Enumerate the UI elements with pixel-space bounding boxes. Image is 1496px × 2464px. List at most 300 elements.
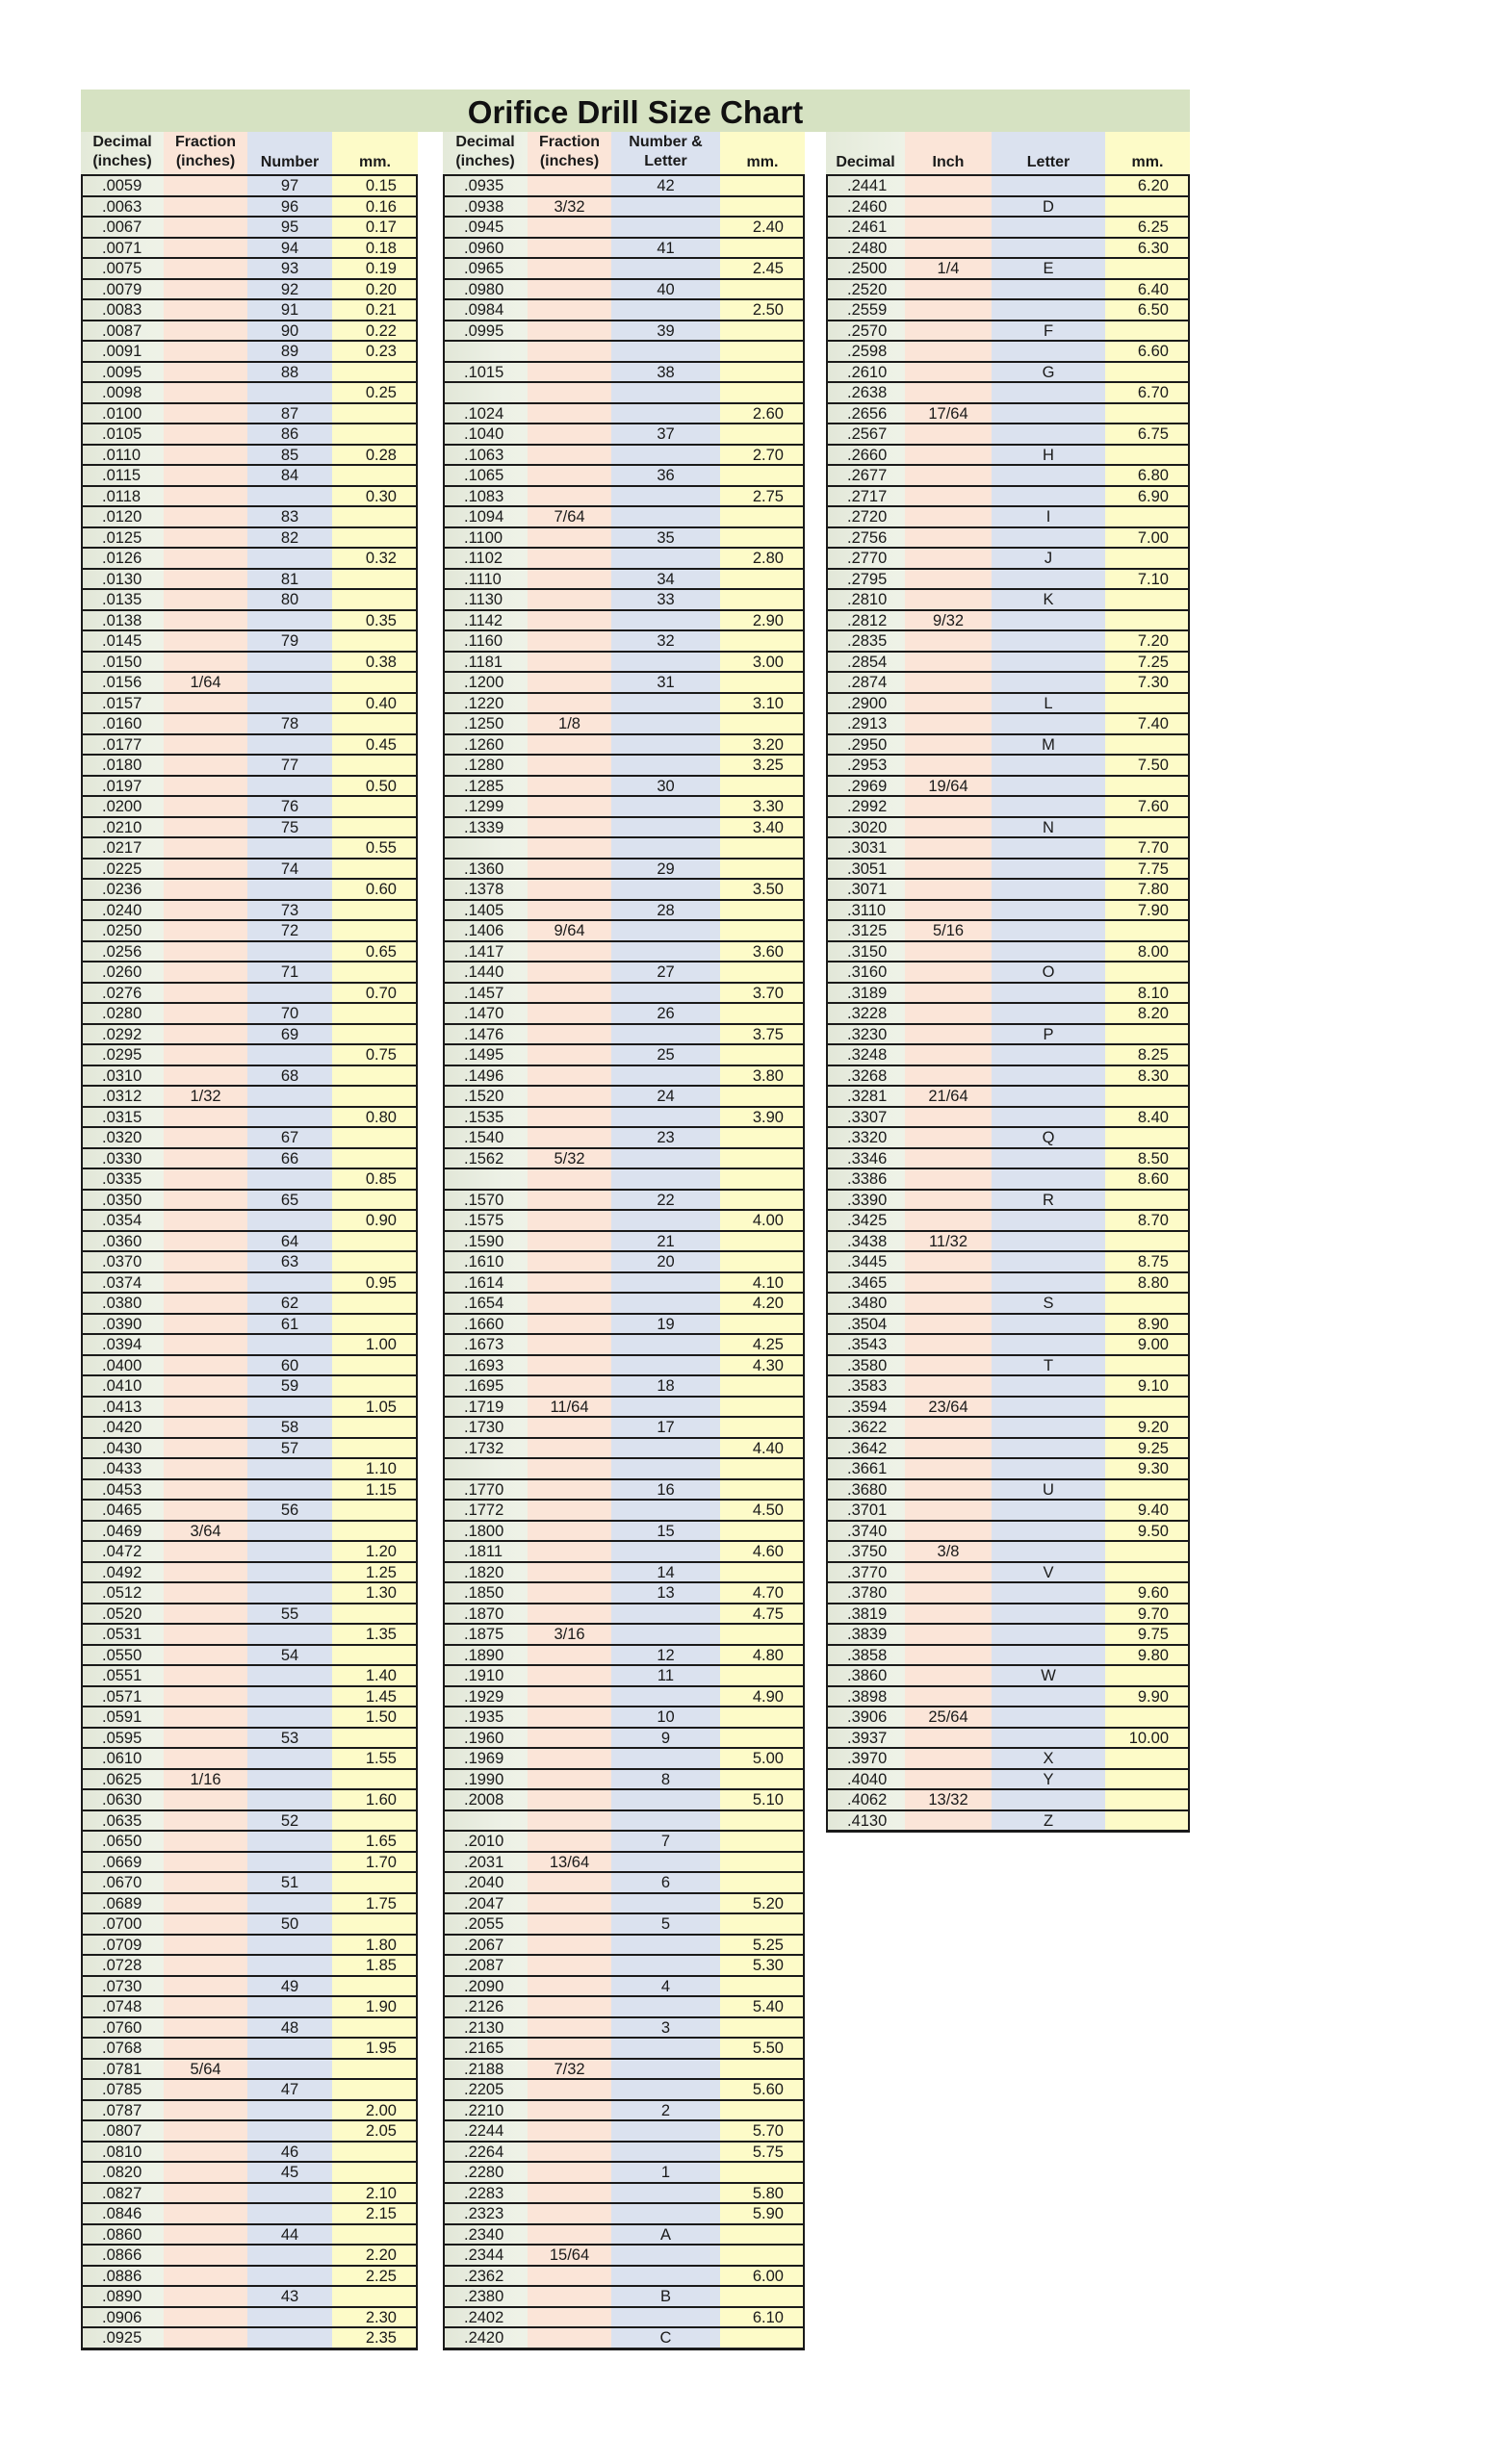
cell-number <box>611 2204 720 2223</box>
table-row <box>828 363 1188 384</box>
cell-fraction <box>164 404 247 424</box>
table-row <box>83 590 416 611</box>
cell-fraction <box>905 528 992 548</box>
table-row <box>828 383 1188 404</box>
table-row <box>83 1749 416 1770</box>
table-row <box>445 1563 803 1584</box>
cell-mm: 4.00 <box>720 1211 803 1230</box>
cell-fraction <box>164 1853 247 1872</box>
cell-number: 63 <box>247 1252 332 1271</box>
cell-decimal: .0520 <box>83 1604 164 1624</box>
cell-mm: 1.75 <box>332 1894 416 1913</box>
cell-fraction: 3/8 <box>905 1542 992 1561</box>
cell-fraction <box>905 1439 992 1458</box>
table-row <box>83 1977 416 1998</box>
table-row <box>83 2328 416 2349</box>
cell-fraction: 1/32 <box>164 1087 247 1106</box>
cell-decimal: .0145 <box>83 631 164 651</box>
cell-number <box>611 756 720 775</box>
table-row <box>83 1501 416 1522</box>
cell-fraction <box>905 446 992 465</box>
cell-mm: 8.80 <box>1105 1273 1188 1293</box>
table-row <box>828 1729 1188 1750</box>
cell-decimal: .1102 <box>445 549 528 568</box>
cell-number <box>992 797 1105 816</box>
cell-fraction <box>164 176 247 195</box>
cell-fraction <box>164 1252 247 1271</box>
cell-decimal: .2126 <box>445 1997 528 2016</box>
cell-mm <box>720 921 803 940</box>
cell-mm <box>720 1977 803 1996</box>
cell-mm <box>332 1025 416 1044</box>
cell-fraction <box>528 487 611 506</box>
cell-fraction <box>164 1997 247 2016</box>
table-row <box>445 446 803 467</box>
table-row <box>445 1729 803 1750</box>
cell-fraction <box>905 1687 992 1707</box>
cell-decimal: .0890 <box>83 2287 164 2306</box>
cell-decimal: .0160 <box>83 714 164 733</box>
cell-fraction <box>528 1542 611 1561</box>
cell-number <box>611 1459 720 1478</box>
cell-mm: 9.25 <box>1105 1439 1188 1458</box>
cell-fraction <box>528 1211 611 1230</box>
cell-fraction <box>164 921 247 940</box>
cell-fraction <box>528 1087 611 1106</box>
table-row <box>828 280 1188 301</box>
cell-decimal: .0591 <box>83 1707 164 1727</box>
table-row <box>828 1707 1188 1729</box>
cell-fraction <box>528 1873 611 1892</box>
cell-number: 12 <box>611 1646 720 1665</box>
cell-fraction <box>164 1315 247 1334</box>
table-letters <box>826 132 1190 1833</box>
cell-fraction <box>905 1273 992 1293</box>
cell-number <box>611 942 720 962</box>
cell-decimal: .0925 <box>83 2328 164 2348</box>
cell-decimal: .2130 <box>445 2018 528 2038</box>
cell-decimal: .0995 <box>445 321 528 341</box>
cell-fraction: 7/32 <box>528 2060 611 2079</box>
cell-number: 8 <box>611 1770 720 1789</box>
table-row <box>445 218 803 239</box>
cell-number: 84 <box>247 466 332 485</box>
table-row <box>445 714 803 735</box>
cell-decimal: .3937 <box>828 1729 905 1748</box>
cell-decimal: .0079 <box>83 280 164 299</box>
cell-mm: 0.50 <box>332 777 416 796</box>
cell-number: 17 <box>611 1418 720 1437</box>
table-row <box>83 259 416 280</box>
table-row <box>83 1459 416 1480</box>
table-row <box>445 487 803 508</box>
cell-mm <box>720 962 803 982</box>
cell-fraction <box>905 1625 992 1644</box>
cell-fraction <box>528 590 611 609</box>
cell-fraction <box>164 1232 247 1251</box>
cell-decimal: .0630 <box>83 1790 164 1810</box>
cell-number: 79 <box>247 631 332 651</box>
cell-mm: 7.00 <box>1105 528 1188 548</box>
cell-number: K <box>992 590 1105 609</box>
cell-number: 33 <box>611 590 720 609</box>
cell-number: 31 <box>611 673 720 692</box>
cell-fraction <box>164 1687 247 1707</box>
table-row <box>828 239 1188 260</box>
cell-number <box>247 1108 332 1127</box>
cell-number: 77 <box>247 756 332 775</box>
cell-mm <box>332 1004 416 1023</box>
table-row <box>445 1832 803 1853</box>
cell-number: 22 <box>611 1191 720 1210</box>
cell-number <box>247 1211 332 1230</box>
cell-mm <box>332 2163 416 2182</box>
cell-number <box>992 756 1105 775</box>
table-row <box>828 1066 1188 1088</box>
cell-number <box>992 1604 1105 1624</box>
cell-decimal: .2067 <box>445 1936 528 1955</box>
cell-mm: 7.70 <box>1105 838 1188 858</box>
cell-fraction <box>528 528 611 548</box>
cell-decimal: .1476 <box>445 1025 528 1044</box>
table-row <box>828 197 1188 218</box>
cell-mm: 6.10 <box>720 2308 803 2327</box>
cell-number <box>247 1894 332 1913</box>
cell-decimal: .1015 <box>445 363 528 382</box>
cell-mm <box>332 631 416 651</box>
cell-mm: 2.50 <box>720 300 803 320</box>
cell-fraction <box>164 1025 247 1044</box>
table-row <box>83 404 416 425</box>
cell-mm: 8.90 <box>1105 1315 1188 1334</box>
cell-number <box>611 1894 720 1913</box>
header-number: Number <box>247 132 332 174</box>
cell-decimal <box>445 1169 528 1189</box>
table-row <box>445 1956 803 1977</box>
table-row <box>445 1936 803 1957</box>
cell-mm: 4.10 <box>720 1273 803 1293</box>
table-row <box>828 1232 1188 1253</box>
table-row <box>445 1025 803 1046</box>
table-row <box>828 570 1188 591</box>
cell-number <box>247 1459 332 1478</box>
cell-number <box>992 1108 1105 1127</box>
cell-fraction <box>528 611 611 630</box>
table-row <box>83 2225 416 2246</box>
cell-number: 9 <box>611 1729 720 1748</box>
cell-fraction: 3/32 <box>528 197 611 217</box>
cell-number <box>611 2121 720 2141</box>
cell-fraction: 7/64 <box>528 507 611 526</box>
table-row <box>83 797 416 818</box>
table-row <box>445 694 803 715</box>
table-row <box>828 1439 1188 1460</box>
cell-number: 19 <box>611 1315 720 1334</box>
cell-decimal: .3819 <box>828 1604 905 1624</box>
cell-number <box>611 1749 720 1768</box>
cell-fraction <box>905 1646 992 1665</box>
cell-number: 35 <box>611 528 720 548</box>
cell-decimal: .0374 <box>83 1273 164 1293</box>
cell-decimal: .0236 <box>83 880 164 899</box>
cell-mm <box>720 1398 803 1417</box>
table-row <box>445 1853 803 1874</box>
cell-number: N <box>992 818 1105 837</box>
cell-mm <box>1105 1707 1188 1727</box>
cell-number: 25 <box>611 1045 720 1065</box>
cell-number: 68 <box>247 1066 332 1086</box>
cell-decimal: .1470 <box>445 1004 528 1023</box>
cell-mm <box>1105 1128 1188 1147</box>
cell-mm <box>720 631 803 651</box>
cell-decimal: .3701 <box>828 1501 905 1520</box>
table-row <box>83 218 416 239</box>
table-row <box>83 1480 416 1502</box>
cell-fraction <box>528 1045 611 1065</box>
cell-decimal: .3228 <box>828 1004 905 1023</box>
cell-mm <box>332 404 416 424</box>
table-row <box>445 1977 803 1998</box>
cell-mm: 0.55 <box>332 838 416 858</box>
cell-number <box>247 1687 332 1707</box>
cell-mm: 8.20 <box>1105 1004 1188 1023</box>
cell-decimal: .0210 <box>83 818 164 837</box>
cell-mm: 4.70 <box>720 1583 803 1603</box>
cell-number <box>992 1315 1105 1334</box>
table-row <box>828 1376 1188 1398</box>
cell-mm <box>1105 1356 1188 1375</box>
table-row <box>83 1252 416 1273</box>
cell-fraction <box>905 1811 992 1831</box>
cell-number: 24 <box>611 1087 720 1106</box>
cell-mm <box>720 1811 803 1831</box>
table-row <box>828 1501 1188 1522</box>
cell-decimal: .3480 <box>828 1294 905 1313</box>
table-row <box>828 1604 1188 1626</box>
cell-number <box>247 1749 332 1768</box>
cell-mm <box>332 1439 416 1458</box>
table-row <box>83 1087 416 1108</box>
cell-mm <box>1105 962 1188 982</box>
cell-number: X <box>992 1749 1105 1768</box>
cell-mm: 3.60 <box>720 942 803 962</box>
cell-fraction <box>905 197 992 217</box>
cell-number <box>611 1149 720 1168</box>
cell-decimal: .0807 <box>83 2121 164 2141</box>
table-row <box>83 1294 416 1315</box>
table-row <box>445 466 803 487</box>
cell-mm <box>720 1315 803 1334</box>
cell-decimal: .0390 <box>83 1315 164 1334</box>
cell-mm <box>720 2018 803 2038</box>
table-row <box>828 673 1188 694</box>
cell-decimal: .2402 <box>445 2308 528 2327</box>
cell-number <box>611 921 720 940</box>
cell-fraction <box>905 1501 992 1520</box>
cell-fraction: 23/64 <box>905 1398 992 1417</box>
cell-number <box>611 1398 720 1417</box>
cell-mm <box>720 1914 803 1934</box>
cell-fraction <box>164 342 247 361</box>
cell-number <box>247 2121 332 2141</box>
cell-number <box>247 1956 332 1975</box>
cell-fraction <box>528 280 611 299</box>
cell-fraction <box>164 1128 247 1147</box>
table-row <box>828 1398 1188 1419</box>
cell-mm: 4.40 <box>720 1439 803 1458</box>
cell-number <box>992 1459 1105 1478</box>
cell-mm <box>332 1522 416 1541</box>
cell-number <box>247 611 332 630</box>
cell-fraction <box>528 1169 611 1189</box>
cell-number <box>247 2246 332 2265</box>
cell-fraction <box>528 1770 611 1789</box>
cell-mm: 7.60 <box>1105 797 1188 816</box>
cell-decimal: .2874 <box>828 673 905 692</box>
cell-mm <box>720 2328 803 2348</box>
table-row <box>828 777 1188 798</box>
cell-mm: 0.85 <box>332 1169 416 1189</box>
table-row <box>445 2060 803 2081</box>
cell-decimal: .2598 <box>828 342 905 361</box>
cell-decimal: .0292 <box>83 1025 164 1044</box>
cell-number <box>611 880 720 899</box>
cell-mm <box>1105 321 1188 341</box>
cell-mm: 7.90 <box>1105 901 1188 920</box>
cell-decimal: .0984 <box>445 300 528 320</box>
cell-fraction <box>164 860 247 879</box>
cell-decimal: .0059 <box>83 176 164 195</box>
cell-mm <box>1105 197 1188 217</box>
cell-number: Q <box>992 1128 1105 1147</box>
table-row <box>445 197 803 218</box>
cell-decimal: .0118 <box>83 487 164 506</box>
cell-decimal: .0177 <box>83 735 164 755</box>
cell-number: 58 <box>247 1418 332 1437</box>
cell-decimal: .2283 <box>445 2184 528 2203</box>
cell-mm: 3.50 <box>720 880 803 899</box>
cell-decimal: .0810 <box>83 2143 164 2162</box>
cell-decimal <box>445 342 528 361</box>
cell-number: P <box>992 1025 1105 1044</box>
cell-mm <box>1105 1749 1188 1768</box>
cell-mm: 3.20 <box>720 735 803 755</box>
cell-decimal: .0453 <box>83 1480 164 1500</box>
cell-decimal: .1772 <box>445 1501 528 1520</box>
table-row <box>445 2184 803 2205</box>
cell-fraction <box>164 2246 247 2265</box>
cell-decimal: .2244 <box>445 2121 528 2141</box>
cell-mm: 1.05 <box>332 1398 416 1417</box>
cell-decimal: .2854 <box>828 653 905 672</box>
cell-decimal: .3839 <box>828 1625 905 1644</box>
cell-fraction <box>528 549 611 568</box>
cell-mm: 5.90 <box>720 2204 803 2223</box>
cell-number: 32 <box>611 631 720 651</box>
table-row <box>83 1729 416 1750</box>
cell-decimal: .1495 <box>445 1045 528 1065</box>
cell-decimal: .1969 <box>445 1749 528 1768</box>
cell-decimal: .1693 <box>445 1356 528 1375</box>
cell-fraction <box>528 2039 611 2058</box>
cell-mm: 8.25 <box>1105 1045 1188 1065</box>
cell-mm <box>720 860 803 879</box>
cell-mm <box>1105 549 1188 568</box>
cell-mm: 0.22 <box>332 321 416 341</box>
cell-fraction <box>528 1914 611 1934</box>
table-row <box>83 962 416 984</box>
cell-number: 94 <box>247 239 332 258</box>
table-row <box>445 1997 803 2018</box>
cell-number: 3 <box>611 2018 720 2038</box>
cell-fraction <box>528 1583 611 1603</box>
cell-number <box>611 259 720 278</box>
cell-decimal: .0260 <box>83 962 164 982</box>
cell-decimal: .0075 <box>83 259 164 278</box>
cell-number <box>611 1025 720 1044</box>
cell-number <box>247 2039 332 2058</box>
cell-fraction <box>905 321 992 341</box>
cell-number <box>611 549 720 568</box>
cell-decimal: .0217 <box>83 838 164 858</box>
cell-number <box>611 2143 720 2162</box>
cell-fraction <box>528 1252 611 1271</box>
cell-decimal: .3071 <box>828 880 905 899</box>
cell-mm <box>720 777 803 796</box>
cell-mm: 0.25 <box>332 383 416 402</box>
table-row <box>83 2039 416 2060</box>
table-row <box>828 984 1188 1005</box>
cell-number <box>247 383 332 402</box>
cell-decimal: .1339 <box>445 818 528 837</box>
cell-mm <box>720 1729 803 1748</box>
cell-decimal: .0320 <box>83 1128 164 1147</box>
cell-decimal: .1575 <box>445 1211 528 1230</box>
table-row <box>828 1646 1188 1667</box>
cell-number: 82 <box>247 528 332 548</box>
cell-mm: 0.18 <box>332 239 416 258</box>
cell-mm <box>332 1604 416 1624</box>
cell-decimal: .2008 <box>445 1790 528 1810</box>
table-row <box>445 777 803 798</box>
cell-mm: 2.70 <box>720 446 803 465</box>
cell-mm <box>332 1232 416 1251</box>
cell-number <box>247 1335 332 1354</box>
cell-mm: 0.20 <box>332 280 416 299</box>
cell-decimal: .0635 <box>83 1811 164 1831</box>
cell-number: 89 <box>247 342 332 361</box>
table-row <box>445 942 803 963</box>
cell-decimal: .2520 <box>828 280 905 299</box>
cell-decimal: .0550 <box>83 1646 164 1665</box>
cell-number: 92 <box>247 280 332 299</box>
cell-mm <box>332 363 416 382</box>
cell-number <box>247 1563 332 1582</box>
cell-decimal: .0728 <box>83 1956 164 1975</box>
table-row <box>83 2184 416 2205</box>
cell-fraction <box>164 1480 247 1500</box>
cell-number <box>992 1045 1105 1065</box>
cell-mm <box>1105 611 1188 630</box>
cell-mm: 0.23 <box>332 342 416 361</box>
cell-mm: 7.30 <box>1105 673 1188 692</box>
cell-decimal: .0730 <box>83 1977 164 1996</box>
table-row <box>83 2246 416 2267</box>
cell-decimal: .0492 <box>83 1563 164 1582</box>
cell-decimal: .0625 <box>83 1770 164 1789</box>
cell-number <box>992 1335 1105 1354</box>
cell-decimal: .1520 <box>445 1087 528 1106</box>
